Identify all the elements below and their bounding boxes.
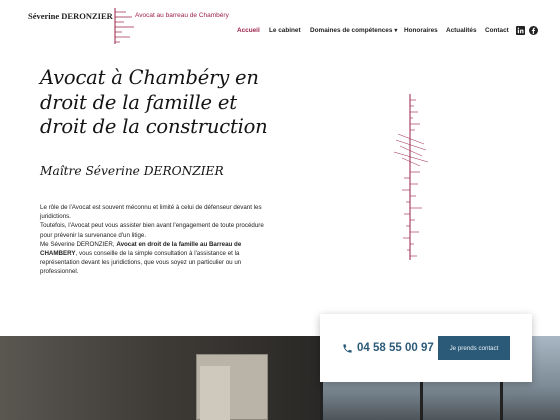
- decorative-scale-icon: [388, 92, 438, 262]
- brand-name[interactable]: Séverine DERONZIER: [28, 11, 113, 21]
- phone-link[interactable]: [342, 342, 434, 354]
- intro-paragraph-3-bold: Avocat en droit de la famille au Barreau de CHAMBERY: [40, 240, 242, 258]
- nav-item-accueil[interactable]: Accueil: [237, 27, 260, 34]
- nav-item-le-cabinet[interactable]: Le cabinet: [269, 27, 301, 34]
- facebook-icon[interactable]: [529, 26, 538, 35]
- intro-paragraph-2: Toutefois, l'Avocat peut vous assister bien avant l'engagement de toute procédure pour prévenir la survenance d'un litige.: [40, 222, 264, 239]
- nav-item-honoraires[interactable]: Honoraires: [404, 27, 438, 34]
- phone-number: 04 58 55 00 97: [357, 342, 434, 354]
- nav-item-actualites[interactable]: Actualités: [446, 27, 477, 34]
- page-subtitle: Maître Séverine DERONZIER: [40, 164, 224, 178]
- brand-logo-icon[interactable]: [112, 6, 136, 46]
- linkedin-icon[interactable]: [516, 26, 525, 35]
- photo-wall: [0, 336, 320, 420]
- chevron-down-icon: ▾: [394, 28, 398, 34]
- intro-text: [40, 203, 270, 277]
- intro-paragraph-1: Le rôle de l'Avocat est souvent méconnu et limité à celui de défenseur devant les juridictions.: [40, 204, 262, 221]
- intro-paragraph-3: [40, 240, 270, 277]
- intro-paragraph-3-prefix: Me Séverine DERONZIER,: [40, 240, 117, 248]
- intro-paragraph-3-suffix: , vous conseille de la simple consultation à l'assistance et la représentation devant les juridictions, que vous soyez un particulier ou un professionnel.: [40, 250, 242, 276]
- nav-item-domaines[interactable]: [310, 27, 397, 34]
- brand-tagline: Avocat au barreau de Chambéry: [135, 12, 229, 19]
- page-title: Avocat à Chambéry en droit de la famille et droit de la construction: [40, 66, 268, 138]
- photo-cabinet-door: [200, 366, 230, 420]
- phone-icon: [342, 343, 353, 354]
- nav-item-contact[interactable]: Contact: [485, 27, 509, 34]
- nav-item-domaines-label: Domaines de compétences: [310, 27, 393, 34]
- contact-card: [320, 314, 532, 382]
- site-header: [0, 0, 560, 62]
- contact-button[interactable]: Je prends contact: [438, 336, 510, 360]
